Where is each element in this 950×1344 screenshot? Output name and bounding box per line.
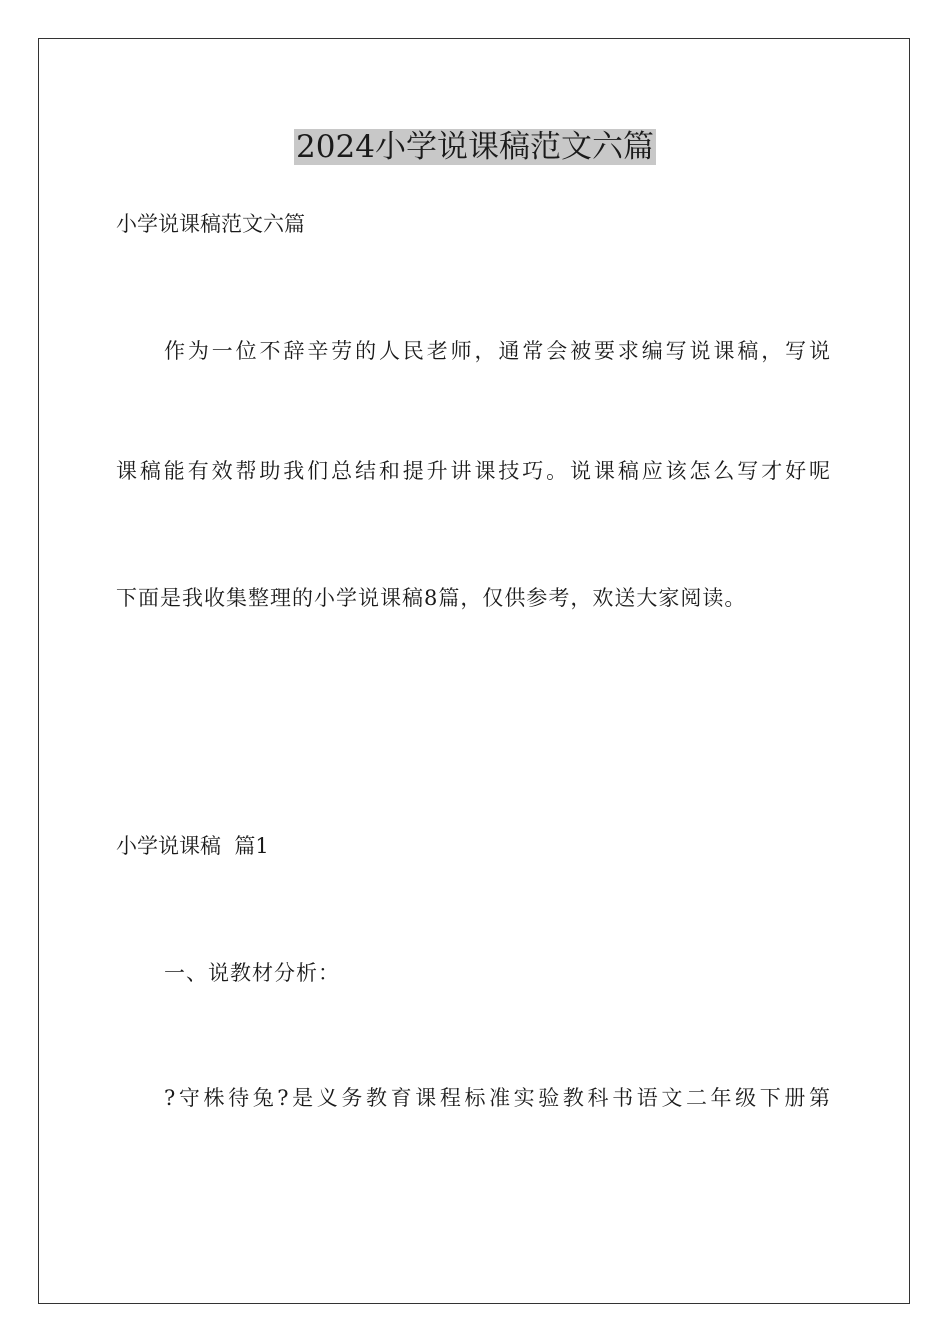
intro-paragraph-line-3: 下面是我收集整理的小学说课稿8篇，仅供参考，欢送大家阅读。 xyxy=(116,586,747,610)
title-highlight: 2024小学说课稿范文六篇 xyxy=(296,129,654,165)
document-title xyxy=(0,124,950,170)
section-heading: 小学说课稿 篇1 xyxy=(116,834,269,858)
part-text-line-1: ?守株待兔?是义务教育课程标准实验教科书语文二年级下册第 xyxy=(164,1086,831,1110)
intro-paragraph-line-2: 课稿能有效帮助我们总结和提升讲课技巧。说课稿应该怎么写才好呢 xyxy=(116,459,831,483)
part-heading: 一、说教材分析： xyxy=(164,961,340,985)
document-subtitle: 小学说课稿范文六篇 xyxy=(116,212,305,236)
intro-paragraph-line-1: 作为一位不辞辛劳的人民老师，通常会被要求编写说课稿，写说 xyxy=(164,339,831,363)
